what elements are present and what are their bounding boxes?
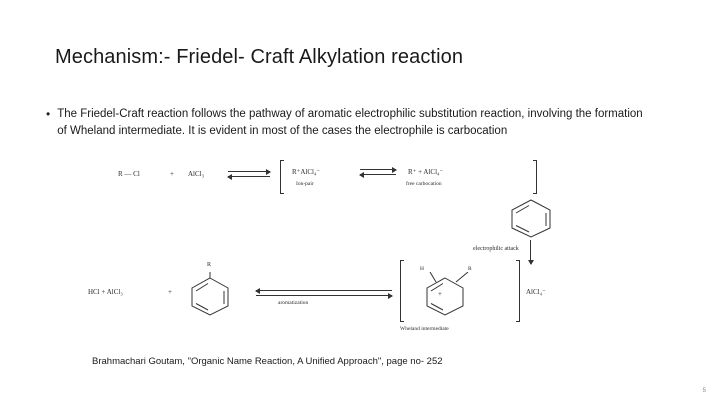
equilibrium-arrow-reverse-1 xyxy=(228,176,270,177)
electrophilic-attack-arrow xyxy=(530,240,531,264)
bullet-paragraph xyxy=(46,106,646,140)
reactant-alkyl-halide: R — Cl xyxy=(118,170,140,178)
plus-sign-1: + xyxy=(170,170,174,178)
ion-pair-species: R⁺AlCl₄⁻ xyxy=(292,168,321,176)
free-carbocation-species: R⁺ + AlCl₄⁻ xyxy=(408,168,444,176)
page-title: Mechanism:- Friedel- Craft Alkylation reaction xyxy=(55,46,464,68)
aromatization-arrow-reverse xyxy=(256,290,392,291)
equilibrium-arrow-forward-1 xyxy=(228,171,270,172)
counter-ion-alcl4: AlCl₄⁻ xyxy=(526,288,546,296)
wheland-positive-charge: + xyxy=(438,290,442,298)
equilibrium-arrow-reverse-2 xyxy=(360,174,396,175)
source-caption: Brahmachari Goutam, "Organic Name Reaction, A Unified Approach", page no- 252 xyxy=(92,356,443,367)
wheland-h-label: H xyxy=(420,266,424,272)
bullet-marker: • xyxy=(46,107,51,121)
intermediate-bracket xyxy=(280,160,537,194)
ion-pair-label: Ion-pair xyxy=(296,181,314,187)
electrophilic-attack-label: electrophilic attack xyxy=(473,246,519,252)
reaction-scheme-figure xyxy=(70,160,650,350)
benzene-ring-reactant xyxy=(508,198,554,238)
equilibrium-arrow-forward-2 xyxy=(360,169,396,170)
page-number: 5 xyxy=(702,388,706,394)
aromatization-label: aromatization xyxy=(278,300,309,306)
aromatization-arrow-forward xyxy=(256,295,392,296)
bullet-text: The Friedel-Craft reaction follows the pathway of aromatic electrophilic substitution reaction, involving the formation of Wheland intermediate. It is evident in most of the cases the electrophile is carbocation xyxy=(57,108,643,137)
ring-substituent-label: R xyxy=(207,262,212,268)
free-carbocation-label: free carbocation xyxy=(406,181,442,187)
wheland-r-label: R xyxy=(468,266,472,272)
wheland-cyclohexadienyl-ring xyxy=(412,272,478,318)
lewis-acid-alcl3: AlCl₃ xyxy=(188,170,205,178)
plus-sign-2: + xyxy=(168,288,172,296)
benzene-ring-product xyxy=(186,272,234,316)
wheland-intermediate-label: Wheland intermediate xyxy=(400,326,449,332)
byproducts-hcl-alcl3: HCl + AlCl₃ xyxy=(88,288,123,296)
